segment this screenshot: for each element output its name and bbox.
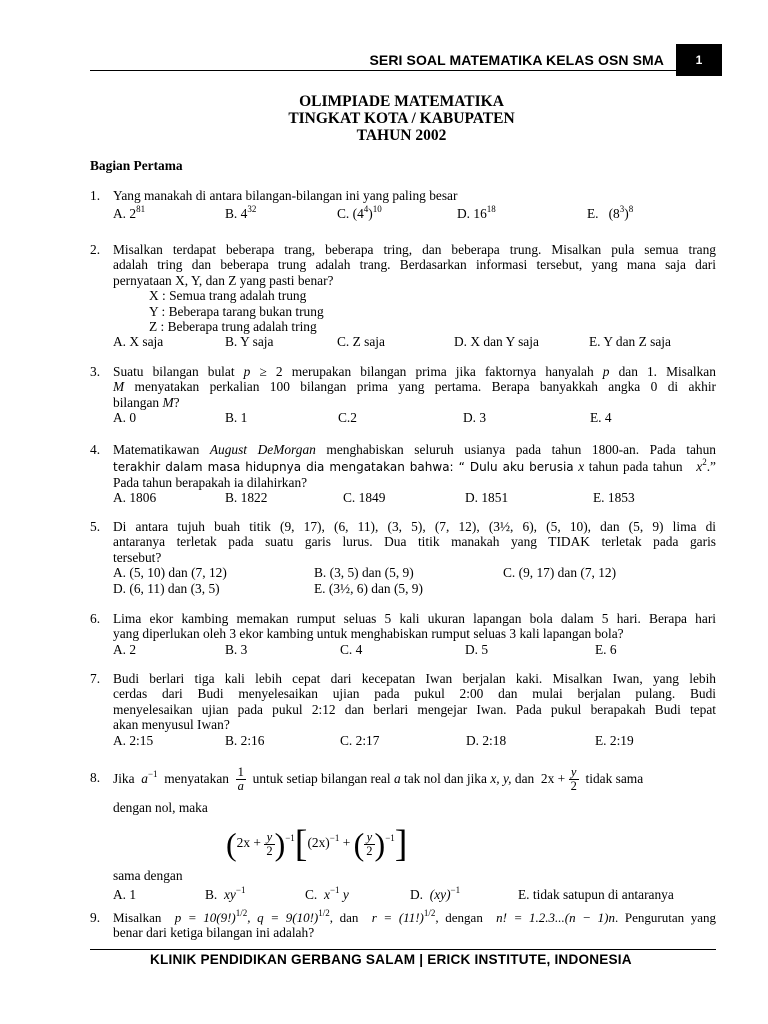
option-a: A. 0 (113, 410, 137, 426)
option-d: D. (xy)$^{-1}$ (410, 884, 461, 902)
question-number: 4. (90, 442, 101, 457)
fraction-y-over-2: $\frac{y}{2}$ (570, 765, 577, 794)
option-a: A. $2^{81}$ (113, 204, 146, 222)
question-5 (90, 519, 716, 596)
question-text: akan menyusul Iwan? (113, 717, 230, 733)
question-number: 6. (90, 611, 101, 626)
question-2 (90, 242, 716, 350)
question-text: M menyatakan perkalian 100 bilangan prima yang pertama. Berapa banyakkah angka 0 di akhir (113, 379, 716, 395)
question-text: Suatu bilangan bulat p ≥ 2 merupakan bilangan prima jika faktornya hanyalah p dan 1. Misalkan (113, 364, 716, 379)
option-c: C.2 (338, 410, 357, 426)
page-number: 1 (676, 44, 722, 76)
option-b: B. 1822 (225, 490, 268, 506)
fraction-one-over-a: $\frac{1}{a}$ (237, 765, 244, 794)
option-c: C. (9, 17) dan (7, 12) (503, 565, 617, 581)
question-8 (90, 762, 716, 902)
option-c: C. $x^{-1}$ y (305, 884, 349, 902)
question-number: 8. (90, 770, 101, 785)
section-heading: Bagian Pertama (90, 158, 183, 173)
option-d: D. 5 (465, 641, 489, 657)
question-number: 7. (90, 671, 101, 686)
question-number: 1. (90, 188, 101, 203)
statement-z: Z : Beberapa trung adalah tring (149, 318, 317, 334)
option-d: D. 3 (463, 410, 487, 426)
question-number: 9. (90, 910, 101, 925)
question-text: Lima ekor kambing memakan rumput seluas 5 kali ukuran lapangan bola dalam 5 hari. Berapa hari (113, 611, 716, 626)
footer-rule (90, 949, 716, 950)
option-e: E. (3½, 6) dan (5, 9) (314, 580, 423, 596)
footer-text: KLINIK PENDIDIKAN GERBANG SALAM | ERICK INSTITUTE, INDONESIA (150, 952, 632, 967)
question-text: Matematikawan August DeMorgan menghabiskan seluruh usianya pada tahun 1800-an. Pada tahun (113, 442, 716, 457)
option-b: B. Y saja (225, 334, 274, 350)
series-title: SERI SOAL MATEMATIKA KELAS OSN SMA (369, 52, 664, 68)
math-expression: (2x + $\frac{y}{2}$ )$^{-1}[(2x)^{-1}$ + ( $\frac{y}{2}$ )$^{-1}$] (226, 823, 408, 866)
question-text: terakhir dalam masa hidupnya dia mengatakan bahwa: “ Dulu aku berusia x tahun pada tahun $x^2$.” (113, 457, 716, 475)
question-6 (90, 611, 716, 657)
question-text: Misalkan terdapat beberapa trang, beberapa tring, dan beberapa trung. Misalkan pula semua trang (113, 242, 716, 257)
option-e: E. $(8^3)^8$ (587, 204, 634, 222)
option-b: B. 2:16 (225, 732, 265, 748)
question-text: adalah tring dan beberapa trung adalah trang. Berdasarkan informasi tersebut, yang mana saja dari (113, 257, 716, 273)
option-b: B. 3 (225, 641, 248, 657)
question-number: 5. (90, 519, 101, 534)
option-b: B. 1 (225, 410, 248, 426)
doc-title-line2: TINGKAT KOTA / KABUPATEN (288, 110, 515, 127)
question-text: sama dengan (113, 868, 183, 884)
statement-y: Y : Beberapa tarang bukan trung (149, 303, 324, 319)
question-9 (90, 910, 716, 941)
option-e: E. 2:19 (595, 732, 634, 748)
option-c: C. Z saja (337, 334, 385, 350)
question-text: tersebut? (113, 549, 162, 565)
option-b: B. $xy^{-1}$ (205, 884, 246, 902)
option-a: A. 1 (113, 886, 137, 902)
option-d: D. $16^{18}$ (457, 204, 496, 222)
option-a: A. 1806 (113, 490, 157, 506)
doc-title-line3: TAHUN 2002 (356, 127, 447, 144)
option-a: A. X saja (113, 334, 164, 350)
question-text: dengan nol, maka (113, 800, 208, 815)
option-d: D. (6, 11) dan (3, 5) (113, 580, 220, 596)
question-text: Misalkan $p = 10(9!)^{1/2}$, $q = 9(10!)^{1/2}$, dan $r = (11!)^{1/2}$, dengan n! = 1.2.3...(n − 1)n. Pengurutan yang (113, 908, 717, 925)
question-number: 3. (90, 364, 101, 379)
doc-title-line1: OLIMPIADE MATEMATIKA (299, 93, 504, 110)
option-c: C. 4 (340, 641, 363, 657)
option-d: D. 1851 (465, 490, 509, 506)
statement-x: X : Semua trang adalah trung (149, 288, 307, 304)
question-text: antaranya terletak pada suatu garis lurus. Dua titik manakah yang TIDAK terletak pada garis (113, 534, 716, 550)
question-4 (90, 442, 716, 506)
question-text: Jika $a^{-1}$ menyatakan $\frac{1}{a}$ untuk setiap bilangan real a tak nol dan jika x, y, dan 2x + $\frac{y}{2}$ tidak sama (113, 765, 644, 794)
question-7 (90, 671, 716, 748)
question-text: Di antara tujuh buah titik (9, 17), (6, 11), (3, 5), (7, 12), (3½, 6), (5, 10), dan (5, 9) lima di (113, 519, 716, 534)
option-e: E. Y dan Z saja (589, 334, 671, 350)
option-d: D. 2:18 (466, 732, 507, 748)
option-d: D. X dan Y saja (454, 334, 539, 350)
header-rule (90, 70, 676, 71)
question-text: benar dari ketiga bilangan ini adalah? (113, 925, 315, 941)
option-e: E. 1853 (593, 490, 635, 506)
question-text: bilangan M? (113, 394, 180, 410)
option-e: E. tidak satupun di antaranya (518, 886, 674, 902)
option-c: C. 2:17 (340, 732, 380, 748)
option-e: E. 4 (590, 410, 612, 426)
option-c: C. $(4^4)^{10}$ (337, 204, 382, 222)
question-text: Pada tahun berapakah ia dilahirkan? (113, 474, 308, 490)
option-b: B. $4^{32}$ (225, 204, 257, 222)
option-e: E. 6 (595, 641, 617, 657)
question-number: 2. (90, 242, 101, 257)
question-text: cerdas dari Budi menyelesaikan ujian pada pukul 2:00 dan mulai berjalan pulang. Budi (113, 686, 716, 702)
question-text: Budi berlari tiga kali lebih cepat dari kecepatan Iwan berjalan kaki. Misalkan Iwan, yang lebih (113, 671, 716, 686)
option-b: B. (3, 5) dan (5, 9) (314, 565, 414, 581)
question-text: menyelesaikan ujian pada pukul 2:12 dan berlari mengejar Iwan. Pada pukul berapakah Budi tepat (113, 701, 716, 717)
question-3 (90, 364, 716, 426)
option-a: A. (5, 10) dan (7, 12) (113, 565, 227, 581)
question-text: pernyataan X, Y, dan Z yang pasti benar? (113, 272, 334, 288)
option-a: A. 2 (113, 641, 137, 657)
option-c: C. 1849 (343, 490, 386, 506)
question-text: Yang manakah di antara bilangan-bilangan ini yang paling besar (113, 188, 458, 203)
question-text: yang diperlukan oleh 3 ekor kambing untuk menghabiskan rumput seluas 3 kali lapangan bola? (113, 626, 624, 642)
question-1 (90, 188, 716, 223)
option-a: A. 2:15 (113, 732, 154, 748)
